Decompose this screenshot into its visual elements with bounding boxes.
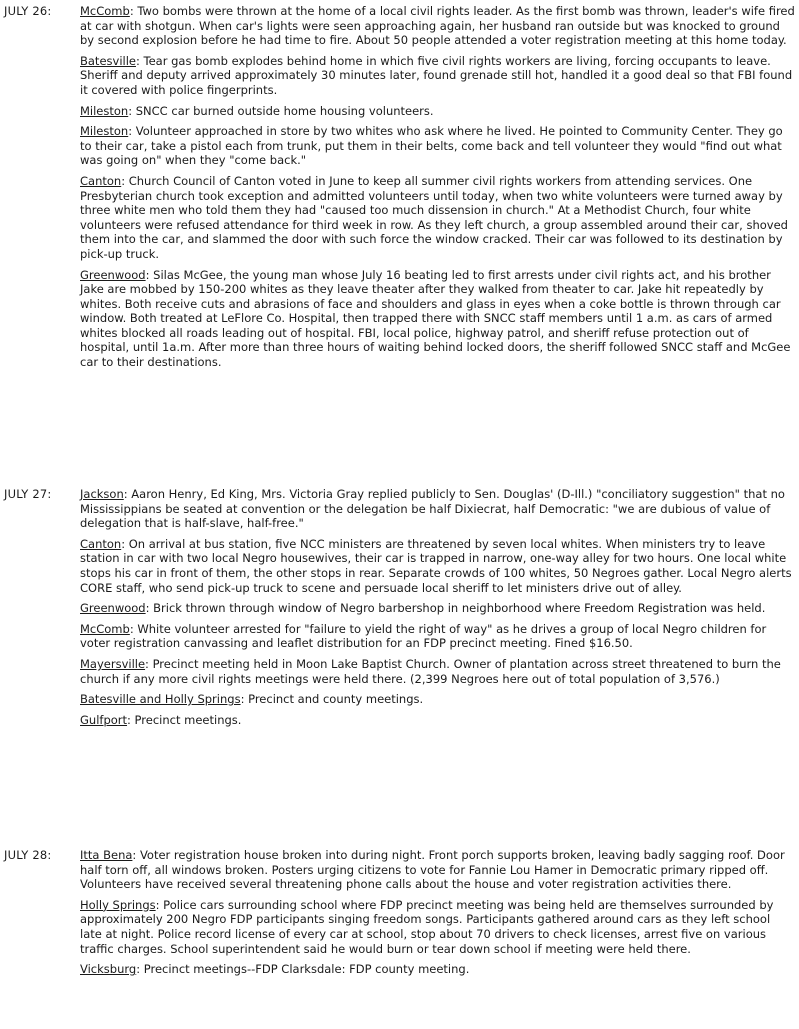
- log-entry: [80, 713, 795, 728]
- entry-text: : Volunteer approached in store by two whites who ask where he lived. He pointed to Community Center. They go to their car, take a pistol each from trunk, put them in their belts, come back and tell volunteer they would "find out what was going on" when they "come back.": [80, 124, 783, 168]
- entry-place: McComb: [80, 621, 130, 636]
- entry-place: Itta Bena: [80, 848, 133, 862]
- entry-text: : SNCC car burned outside home housing volunteers.: [128, 103, 434, 118]
- entry-text: : Precinct and county meetings.: [240, 692, 424, 707]
- log-entry: [80, 104, 795, 119]
- entry-text: : Aaron Henry, Ed King, Mrs. Victoria Gray replied publicly to Sen. Douglas' (D-Ill.) "conciliatory suggestion" that no Mississippians be seated at convention or the delegation be half Dixiecrat, half Democratic: "we are dubious of value of delegation that is half-slave, half-free.": [80, 487, 785, 531]
- entry-place: Jackson: [80, 487, 124, 501]
- entry-place: Canton: [80, 173, 122, 188]
- day-date: JULY 26:: [4, 4, 52, 18]
- log-entry: [80, 174, 795, 262]
- entry-text: : Precinct meeting held in Moon Lake Baptist Church. Owner of plantation across street threatened to burn the church if any more civil rights meetings were held there. (2,399 Negroes here out of total population of 3,576.): [80, 656, 781, 686]
- day-entries: [80, 487, 795, 727]
- entry-text: : Precinct meetings.: [127, 712, 242, 727]
- entry-text: : Precinct meetings--FDP Clarksdale: FDP county meeting.: [136, 962, 470, 977]
- entry-place: Holly Springs: [80, 897, 156, 912]
- entry-text: : Church Council of Canton voted in June to keep all summer civil rights workers from attending services. One Presbyterian church took exception and admitted volunteers until today, when two white volunteers were turned away by three white men who told them they had "caused too much dissension in church." At a Methodist Church, four white volunteers were refused attendance for third week in row. As they left church, a group assembled around their car, shoved them into the car, and slammed the door with such force the window cracked. Their car was followed to its destination by pick-up truck.: [80, 173, 788, 261]
- entry-text: : Silas McGee, the young man whose July 16 beating led to first arrests under civil rights act, and his brother Jake are mobbed by 150-200 whites as they leave theater after they walked from theater to car. Jake hit repeatedly by whites. Both receive cuts and abrasions of face and shoulders and glass in eyes when a coke bottle is thrown through car window. Both treated at LeFlore Co. Hospital, then trapped there with SNCC staff members until 1 a.m. as cars of armed whites blocked all roads leading out of hospital. FBI, local police, highway patrol, and sheriff refuse protection out of hospital, until 1a.m. After more than three hours of waiting behind locked doors, the sheriff followed SNCC staff and McGee car to their destinations.: [80, 267, 791, 370]
- entry-place: McComb: [80, 4, 130, 18]
- log-entry: [80, 124, 795, 168]
- entry-place: Vicksburg: [80, 962, 137, 977]
- day-date: JULY 28:: [4, 848, 52, 862]
- entry-place: Mileston: [80, 103, 129, 118]
- day-date: JULY 27:: [4, 487, 52, 501]
- day-section: [0, 487, 799, 733]
- log-entry: [80, 537, 795, 595]
- day-section: [0, 848, 799, 983]
- entry-place: Canton: [80, 536, 122, 551]
- entry-text: : Voter registration house broken into during night. Front porch supports broken, leaving badly sagging roof. Door half torn off, all windows broken. Posters urging citizens to vote for Fannie Lou Hamer in Democratic primary ripped off. Volunteers have received several threatening phone calls about the house and voter registration activities there.: [80, 848, 785, 892]
- entry-text: : Tear gas bomb explodes behind home in which five civil rights workers are living, forcing occupants to leave. Sheriff and deputy arrived approximately 30 minutes later, found grenade still hot, handled it a good deal so that FBI found it covered with police fingerprints.: [80, 53, 793, 97]
- log-entry: [80, 692, 795, 707]
- log-entry: [80, 848, 795, 892]
- day-entries: [80, 4, 795, 370]
- log-entry: [80, 657, 795, 686]
- log-entry: [80, 898, 795, 956]
- entry-place: Mayersville: [80, 656, 146, 671]
- entry-text: : Police cars surrounding school where FDP precinct meeting was being held are themselves surrounded by approximately 200 Negro FDP participants singing freedom songs. Participants gathered around cars as they left school late at night. Police record license of every car at school, stop about 70 drivers to check licenses, arrest five on various traffic charges. School superintendent said he would burn or tear down school if meeting were held there.: [80, 897, 774, 956]
- entry-place: Greenwood: [80, 601, 146, 616]
- log-entry: [80, 622, 795, 651]
- entry-place: Batesville: [80, 53, 136, 68]
- log-entry: [80, 54, 795, 98]
- entry-place: Greenwood: [80, 267, 146, 282]
- entry-place: Batesville and Holly Springs: [80, 692, 241, 707]
- log-entry: [80, 268, 795, 370]
- log-entry: [80, 601, 795, 616]
- entry-text: : White volunteer arrested for "failure to yield the right of way" as he drives a group of local Negro children for voter registration canvassing and leaflet distribution for an FDP precinct meeting. Fined $16.50.: [80, 621, 767, 651]
- log-entry: [80, 4, 795, 48]
- entry-text: : On arrival at bus station, five NCC ministers are threatened by seven local whites. When ministers try to leave station in car with two local Negro housewives, their car is trapped in narrow, one-way alley for two hours. One local white stops his car in front of them, the other stops in rear. Separate crowds of 100 whites, 50 Negroes gather. Local Negro alerts CORE staff, who send pick-up truck to scene and persuade local sheriff to let ministers drive out of alley.: [80, 536, 792, 595]
- entry-text: : Brick thrown through window of Negro barbershop in neighborhood where Freedom Registration was held.: [145, 601, 766, 616]
- entry-place: Mileston: [80, 124, 129, 139]
- entry-text: : Two bombs were thrown at the home of a local civil rights leader. As the first bomb was thrown, leader's wife fired at car with shotgun. When car's lights were seen approaching again, her husband ran outside but was knocked to ground by second explosion before he had time to fire. About 50 people attended a voter registration meeting at this home today.: [80, 4, 795, 48]
- entry-place: Gulfport: [80, 712, 128, 727]
- log-entry: [80, 962, 795, 977]
- day-section: [0, 4, 799, 376]
- log-entry: [80, 487, 795, 531]
- day-entries: [80, 848, 795, 977]
